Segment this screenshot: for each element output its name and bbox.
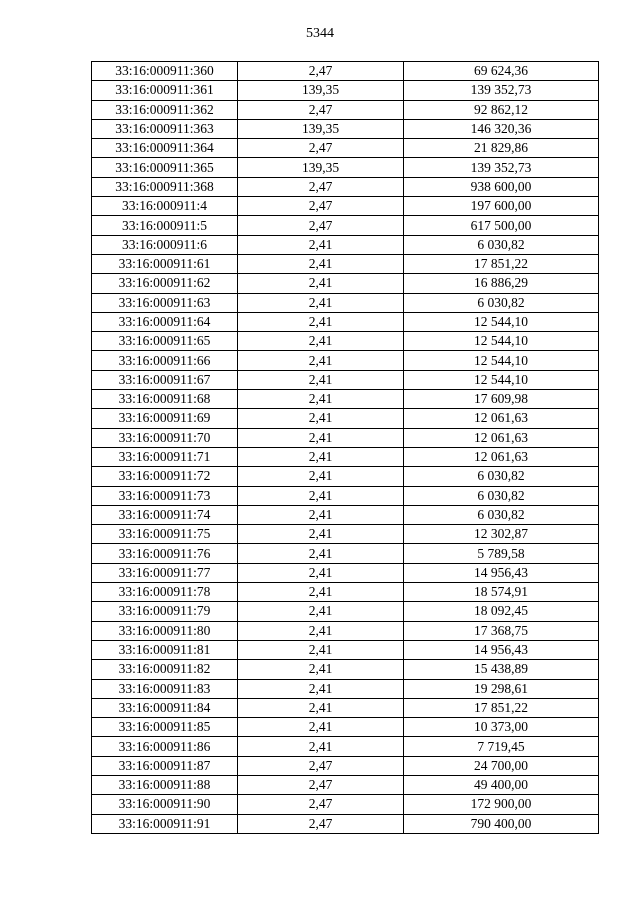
rate-cell: 2,41 [238,332,404,351]
table-row [92,158,599,177]
value-cell: 17 851,22 [404,254,599,273]
cadastral-number-cell: 33:16:000911:74 [92,505,238,524]
rate-cell: 2,41 [238,351,404,370]
rate-cell: 2,41 [238,486,404,505]
cadastral-number-cell: 33:16:000911:365 [92,158,238,177]
table-row [92,660,599,679]
value-cell: 6 030,82 [404,293,599,312]
table-row [92,62,599,81]
value-cell: 12 302,87 [404,525,599,544]
table-row [92,139,599,158]
table-row [92,679,599,698]
rate-cell: 2,41 [238,370,404,389]
table-row [92,583,599,602]
rate-cell: 139,35 [238,119,404,138]
value-cell: 12 061,63 [404,428,599,447]
value-cell: 139 352,73 [404,81,599,100]
table-row [92,544,599,563]
cadastral-number-cell: 33:16:000911:88 [92,775,238,794]
rate-cell: 2,41 [238,660,404,679]
rate-cell: 2,47 [238,216,404,235]
cadastral-number-cell: 33:16:000911:68 [92,390,238,409]
table-row [92,525,599,544]
cadastral-number-cell: 33:16:000911:6 [92,235,238,254]
table-row [92,351,599,370]
rate-cell: 2,47 [238,756,404,775]
rate-cell: 139,35 [238,81,404,100]
cadastral-value-table [91,61,599,834]
value-cell: 617 500,00 [404,216,599,235]
table-row [92,756,599,775]
rate-cell: 2,41 [238,390,404,409]
cadastral-number-cell: 33:16:000911:87 [92,756,238,775]
table-row [92,100,599,119]
rate-cell: 2,41 [238,467,404,486]
table-row [92,737,599,756]
value-cell: 19 298,61 [404,679,599,698]
value-cell: 14 956,43 [404,563,599,582]
value-cell: 18 092,45 [404,602,599,621]
table-row [92,312,599,331]
cadastral-number-cell: 33:16:000911:90 [92,795,238,814]
cadastral-number-cell: 33:16:000911:76 [92,544,238,563]
value-cell: 92 862,12 [404,100,599,119]
cadastral-number-cell: 33:16:000911:75 [92,525,238,544]
table-row [92,119,599,138]
value-cell: 17 368,75 [404,621,599,640]
cadastral-number-cell: 33:16:000911:5 [92,216,238,235]
cadastral-number-cell: 33:16:000911:82 [92,660,238,679]
table-row [92,332,599,351]
cadastral-number-cell: 33:16:000911:362 [92,100,238,119]
cadastral-number-cell: 33:16:000911:81 [92,640,238,659]
rate-cell: 2,47 [238,177,404,196]
cadastral-number-cell: 33:16:000911:69 [92,409,238,428]
value-cell: 146 320,36 [404,119,599,138]
rate-cell: 2,41 [238,621,404,640]
value-cell: 172 900,00 [404,795,599,814]
value-cell: 24 700,00 [404,756,599,775]
value-cell: 15 438,89 [404,660,599,679]
value-cell: 12 544,10 [404,351,599,370]
value-cell: 14 956,43 [404,640,599,659]
rate-cell: 2,47 [238,62,404,81]
cadastral-number-cell: 33:16:000911:78 [92,583,238,602]
cadastral-number-cell: 33:16:000911:65 [92,332,238,351]
table-row [92,467,599,486]
table-row [92,698,599,717]
table-row [92,814,599,833]
rate-cell: 2,41 [238,409,404,428]
cadastral-number-cell: 33:16:000911:80 [92,621,238,640]
cadastral-number-cell: 33:16:000911:67 [92,370,238,389]
cadastral-number-cell: 33:16:000911:63 [92,293,238,312]
table-body [92,62,599,834]
cadastral-number-cell: 33:16:000911:79 [92,602,238,621]
value-cell: 17 609,98 [404,390,599,409]
rate-cell: 2,41 [238,293,404,312]
cadastral-number-cell: 33:16:000911:361 [92,81,238,100]
rate-cell: 2,41 [238,428,404,447]
table-row [92,81,599,100]
cadastral-number-cell: 33:16:000911:84 [92,698,238,717]
table-row [92,795,599,814]
value-cell: 16 886,29 [404,274,599,293]
table-row [92,235,599,254]
table-row [92,390,599,409]
rate-cell: 2,47 [238,139,404,158]
rate-cell: 2,41 [238,737,404,756]
rate-cell: 2,41 [238,698,404,717]
table-row [92,447,599,466]
value-cell: 790 400,00 [404,814,599,833]
table-row [92,409,599,428]
value-cell: 6 030,82 [404,486,599,505]
rate-cell: 2,41 [238,447,404,466]
rate-cell: 2,41 [238,544,404,563]
cadastral-number-cell: 33:16:000911:363 [92,119,238,138]
rate-cell: 2,47 [238,197,404,216]
cadastral-number-cell: 33:16:000911:364 [92,139,238,158]
rate-cell: 2,41 [238,563,404,582]
value-cell: 6 030,82 [404,505,599,524]
table-row [92,254,599,273]
value-cell: 197 600,00 [404,197,599,216]
value-cell: 12 061,63 [404,447,599,466]
table-row [92,718,599,737]
page-number: 5344 [306,26,334,41]
value-cell: 10 373,00 [404,718,599,737]
cadastral-number-cell: 33:16:000911:83 [92,679,238,698]
table-row [92,216,599,235]
rate-cell: 2,41 [238,679,404,698]
table-row [92,293,599,312]
rate-cell: 2,41 [238,312,404,331]
cadastral-number-cell: 33:16:000911:70 [92,428,238,447]
table-row [92,274,599,293]
rate-cell: 2,41 [238,718,404,737]
value-cell: 6 030,82 [404,467,599,486]
cadastral-number-cell: 33:16:000911:86 [92,737,238,756]
cadastral-number-cell: 33:16:000911:61 [92,254,238,273]
cadastral-number-cell: 33:16:000911:64 [92,312,238,331]
value-cell: 7 719,45 [404,737,599,756]
rate-cell: 139,35 [238,158,404,177]
cadastral-number-cell: 33:16:000911:66 [92,351,238,370]
value-cell: 69 624,36 [404,62,599,81]
cadastral-number-cell: 33:16:000911:73 [92,486,238,505]
table-row [92,177,599,196]
cadastral-number-cell: 33:16:000911:360 [92,62,238,81]
table-row [92,428,599,447]
rate-cell: 2,41 [238,505,404,524]
cadastral-number-cell: 33:16:000911:91 [92,814,238,833]
cadastral-number-cell: 33:16:000911:62 [92,274,238,293]
rate-cell: 2,47 [238,100,404,119]
rate-cell: 2,41 [238,640,404,659]
table-row [92,640,599,659]
value-cell: 18 574,91 [404,583,599,602]
rate-cell: 2,41 [238,235,404,254]
table-row [92,197,599,216]
value-cell: 5 789,58 [404,544,599,563]
value-cell: 49 400,00 [404,775,599,794]
value-cell: 12 544,10 [404,312,599,331]
rate-cell: 2,41 [238,602,404,621]
table-row [92,602,599,621]
value-cell: 938 600,00 [404,177,599,196]
rate-cell: 2,41 [238,274,404,293]
value-cell: 21 829,86 [404,139,599,158]
value-cell: 139 352,73 [404,158,599,177]
value-cell: 12 544,10 [404,370,599,389]
table-row [92,486,599,505]
table-row [92,370,599,389]
value-cell: 6 030,82 [404,235,599,254]
table-row [92,563,599,582]
rate-cell: 2,47 [238,814,404,833]
rate-cell: 2,41 [238,583,404,602]
value-cell: 17 851,22 [404,698,599,717]
cadastral-number-cell: 33:16:000911:4 [92,197,238,216]
table-row [92,505,599,524]
value-cell: 12 061,63 [404,409,599,428]
rate-cell: 2,47 [238,795,404,814]
cadastral-number-cell: 33:16:000911:72 [92,467,238,486]
cadastral-number-cell: 33:16:000911:368 [92,177,238,196]
rate-cell: 2,47 [238,775,404,794]
cadastral-number-cell: 33:16:000911:71 [92,447,238,466]
rate-cell: 2,41 [238,525,404,544]
rate-cell: 2,41 [238,254,404,273]
value-cell: 12 544,10 [404,332,599,351]
table-row [92,775,599,794]
table-row [92,621,599,640]
cadastral-number-cell: 33:16:000911:77 [92,563,238,582]
cadastral-number-cell: 33:16:000911:85 [92,718,238,737]
